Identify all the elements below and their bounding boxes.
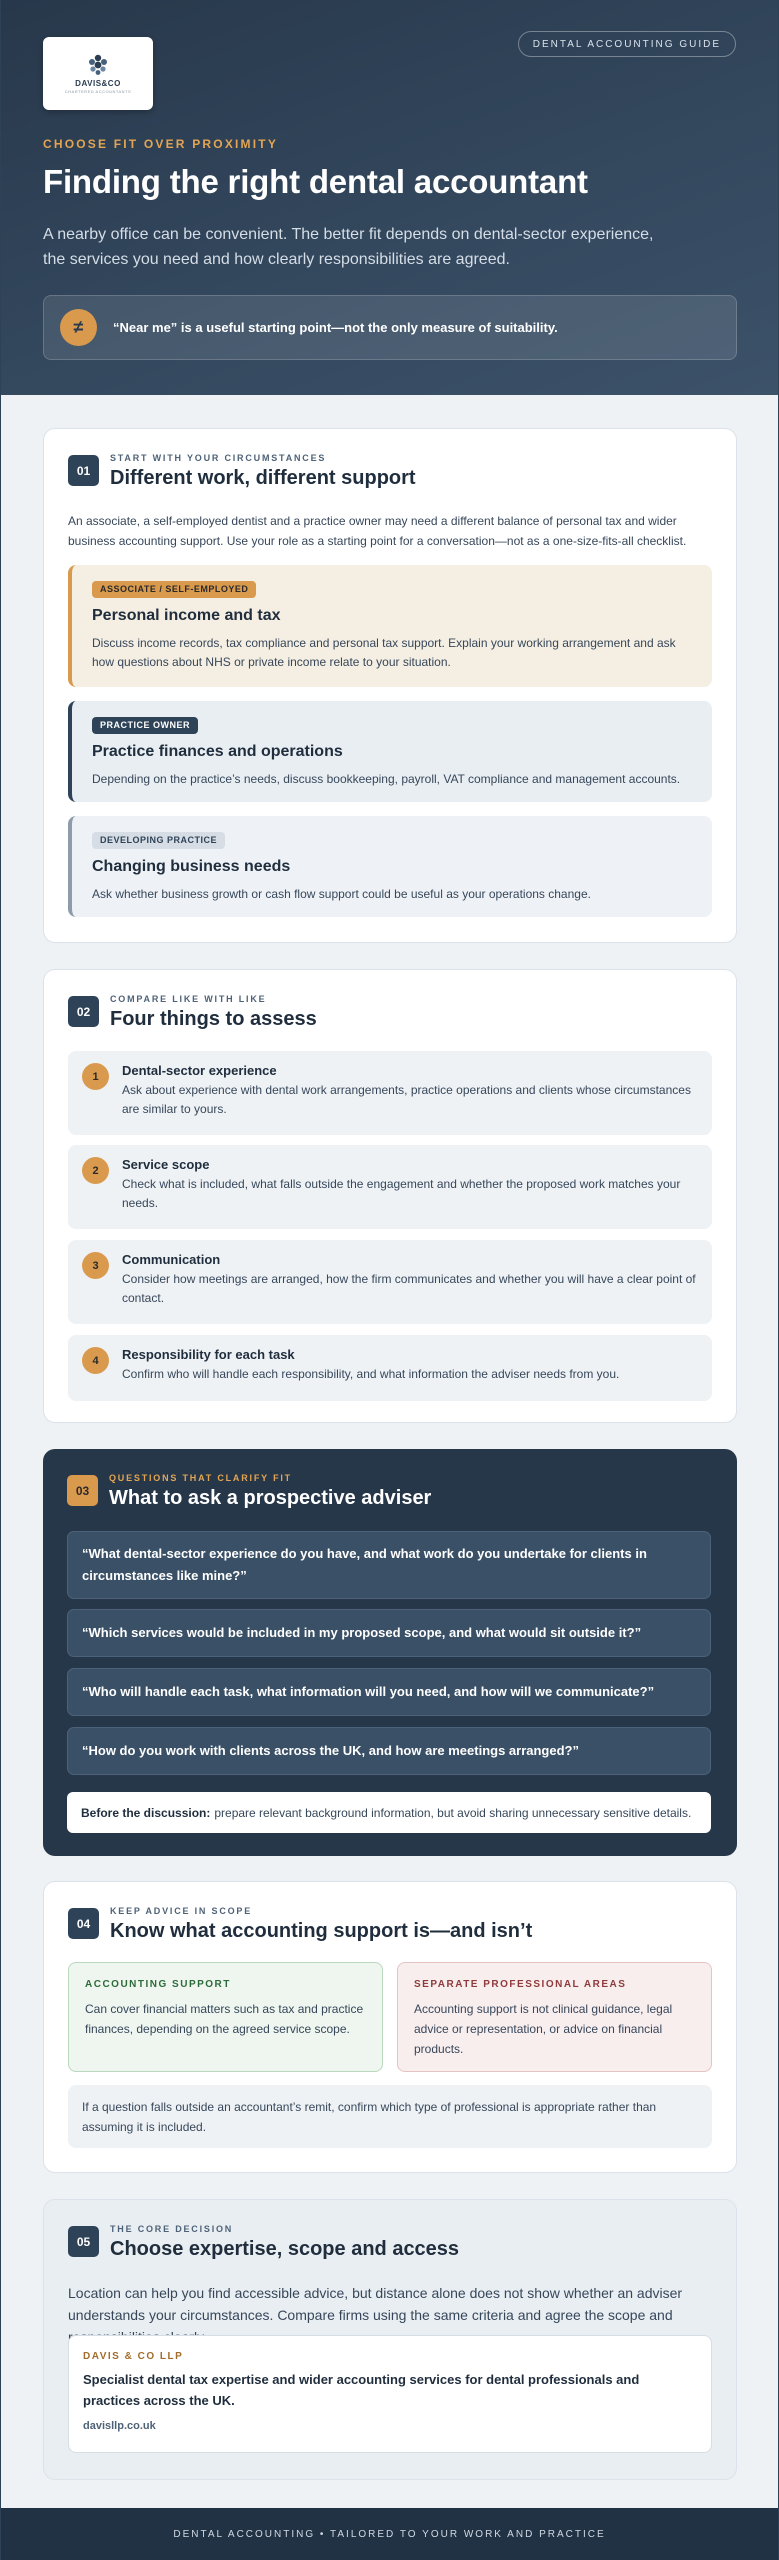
- assess-item: [68, 1240, 712, 1324]
- firm-website-link[interactable]: davisllp.co.uk: [83, 2420, 156, 2432]
- section-number: 04: [68, 1908, 99, 1939]
- role-title: Changing business needs: [92, 858, 291, 875]
- logo-text: DAVIS&CO: [75, 78, 121, 88]
- firm-name: DAVIS & CO LLP: [83, 2351, 184, 2362]
- role-tag: DEVELOPING PRACTICE: [92, 832, 225, 849]
- assess-title: Dental-sector experience: [122, 1063, 277, 1078]
- box-title: SEPARATE PROFESSIONAL AREAS: [414, 1979, 627, 1990]
- role-text: Ask whether business growth or cash flow support could be useful as your operations change.: [92, 887, 591, 901]
- before-discussion-note: [67, 1792, 711, 1833]
- section-eyebrow: QUESTIONS THAT CLARIFY FIT: [109, 1473, 292, 1483]
- assess-text: Check what is included, what falls outside the engagement and whether the proposed work matches your needs.: [122, 1177, 681, 1210]
- section-number: 03: [67, 1475, 98, 1506]
- hero-eyebrow: CHOOSE FIT OVER PROXIMITY: [43, 137, 279, 151]
- section-title: What to ask a prospective adviser: [109, 1487, 432, 1509]
- tooth-logo-icon: [85, 54, 111, 76]
- section-number: 05: [68, 2226, 99, 2257]
- role-text: Discuss income records, tax compliance and personal tax support. Explain your working arrangement and ask how questions about NHS or private income relate to your situation.: [92, 636, 676, 669]
- question-item: “Which services would be included in my proposed scope, and what would sit outside it?”: [67, 1609, 711, 1657]
- assess-text: Ask about experience with dental work arrangements, practice operations and clients whose circumstances are similar to yours.: [122, 1083, 691, 1116]
- guide-label-pill: DENTAL ACCOUNTING GUIDE: [518, 31, 736, 57]
- footer: [1, 2508, 778, 2560]
- item-number-badge: 3: [82, 1252, 109, 1279]
- item-number-badge: 2: [82, 1157, 109, 1184]
- not-equal-icon: ≠: [60, 309, 97, 346]
- firm-card: [68, 2335, 712, 2453]
- section-title: Know what accounting support is—and isn’t: [110, 1920, 533, 1942]
- item-number-badge: 1: [82, 1063, 109, 1090]
- role-title: Personal income and tax: [92, 607, 281, 624]
- assess-item: [68, 1145, 712, 1229]
- question-item: “How do you work with clients across the UK, and how are meetings arranged?”: [67, 1727, 711, 1775]
- role-card-associate: [68, 565, 712, 687]
- assess-text: Confirm who will handle each responsibility, and what information the adviser needs from you.: [122, 1367, 620, 1381]
- section-assess: [43, 969, 737, 1423]
- section-eyebrow: KEEP ADVICE IN SCOPE: [110, 1906, 253, 1916]
- box-text: Can cover financial matters such as tax and practice finances, depending on the agreed service scope.: [85, 2002, 364, 2036]
- role-tag: ASSOCIATE / SELF-EMPLOYED: [92, 581, 256, 598]
- callout-text: “Near me” is a useful starting point—not the only measure of suitability.: [113, 320, 558, 335]
- section-text: Location can help you find accessible advice, but distance alone does not show whether an adviser understands your circumstances. Compare firms using the same criteria and agree the scope and: [68, 2285, 683, 2323]
- section-core-decision: [43, 2199, 737, 2480]
- hero-header: [1, 0, 778, 395]
- logo-subtext: CHARTERED ACCOUNTANTS: [64, 88, 132, 94]
- scope-note: If a question falls outside an accountant’s remit, confirm which type of professional is appropriate rather than assuming it is included.: [68, 2085, 712, 2148]
- section-title: Choose expertise, scope and access: [110, 2238, 460, 2260]
- question-item: “Who will handle each task, what information will you need, and how will we communicate?”: [67, 1668, 711, 1716]
- assess-item: [68, 1051, 712, 1135]
- assess-title: Responsibility for each task: [122, 1347, 295, 1362]
- box-title: ACCOUNTING SUPPORT: [85, 1979, 231, 1990]
- before-text: prepare relevant background information, but avoid sharing unnecessary sensitive details.: [214, 1805, 692, 1820]
- separate-areas-box: [397, 1962, 712, 2072]
- section-circumstances: [43, 428, 737, 943]
- section-number: 02: [68, 996, 99, 1027]
- assess-title: Service scope: [122, 1157, 210, 1172]
- accounting-support-box: [68, 1962, 383, 2072]
- section-number: 01: [68, 455, 99, 486]
- section-intro: An associate, a self-employed dentist and a practice owner may need a different balance of personal tax and wider business accounting support. Use your role as a starting point for a conversation—not as a one-size-fits-all checklist.: [68, 514, 687, 548]
- hero-callout: [43, 295, 737, 360]
- section-title: Four things to assess: [110, 1008, 317, 1030]
- role-text: Depending on the practice’s needs, discuss bookkeeping, payroll, VAT compliance and management accounts.: [92, 772, 681, 786]
- box-text: Accounting support is not clinical guidance, legal advice or representation, or advice on financial products.: [414, 2002, 673, 2056]
- role-card-developing-practice: [68, 816, 712, 917]
- before-label: Before the discussion:: [81, 1805, 211, 1820]
- assess-title: Communication: [122, 1252, 221, 1267]
- assess-text: Consider how meetings are arranged, how the firm communicates and whether you will have a clear point of contact.: [122, 1272, 696, 1305]
- role-tag: PRACTICE OWNER: [92, 717, 198, 734]
- question-item: “What dental-sector experience do you have, and what work do you undertake for clients in circumstances like mine?”: [67, 1531, 711, 1599]
- company-logo[interactable]: [43, 37, 153, 110]
- page-title: Finding the right dental accountant: [43, 163, 588, 200]
- section-eyebrow: COMPARE LIKE WITH LIKE: [110, 994, 267, 1004]
- section-eyebrow: START WITH YOUR CIRCUMSTANCES: [110, 453, 327, 463]
- role-card-practice-owner: [68, 701, 712, 802]
- firm-description: Specialist dental tax expertise and wider accounting services for dental professionals and practices across the UK.: [83, 2372, 640, 2408]
- section-eyebrow: THE CORE DECISION: [110, 2224, 234, 2234]
- section-questions: [43, 1449, 737, 1856]
- section-title: Different work, different support: [110, 467, 416, 489]
- section-scope: [43, 1881, 737, 2173]
- footer-text: DENTAL ACCOUNTING • TAILORED TO YOUR WORK AND PRACTICE: [173, 2528, 606, 2540]
- hero-lead: A nearby office can be convenient. The better fit depends on dental-sector experience, the services you need and how clearly responsibilities are agreed.: [43, 226, 654, 268]
- role-title: Practice finances and operations: [92, 743, 343, 760]
- assess-item: [68, 1335, 712, 1401]
- item-number-badge: 4: [82, 1347, 109, 1374]
